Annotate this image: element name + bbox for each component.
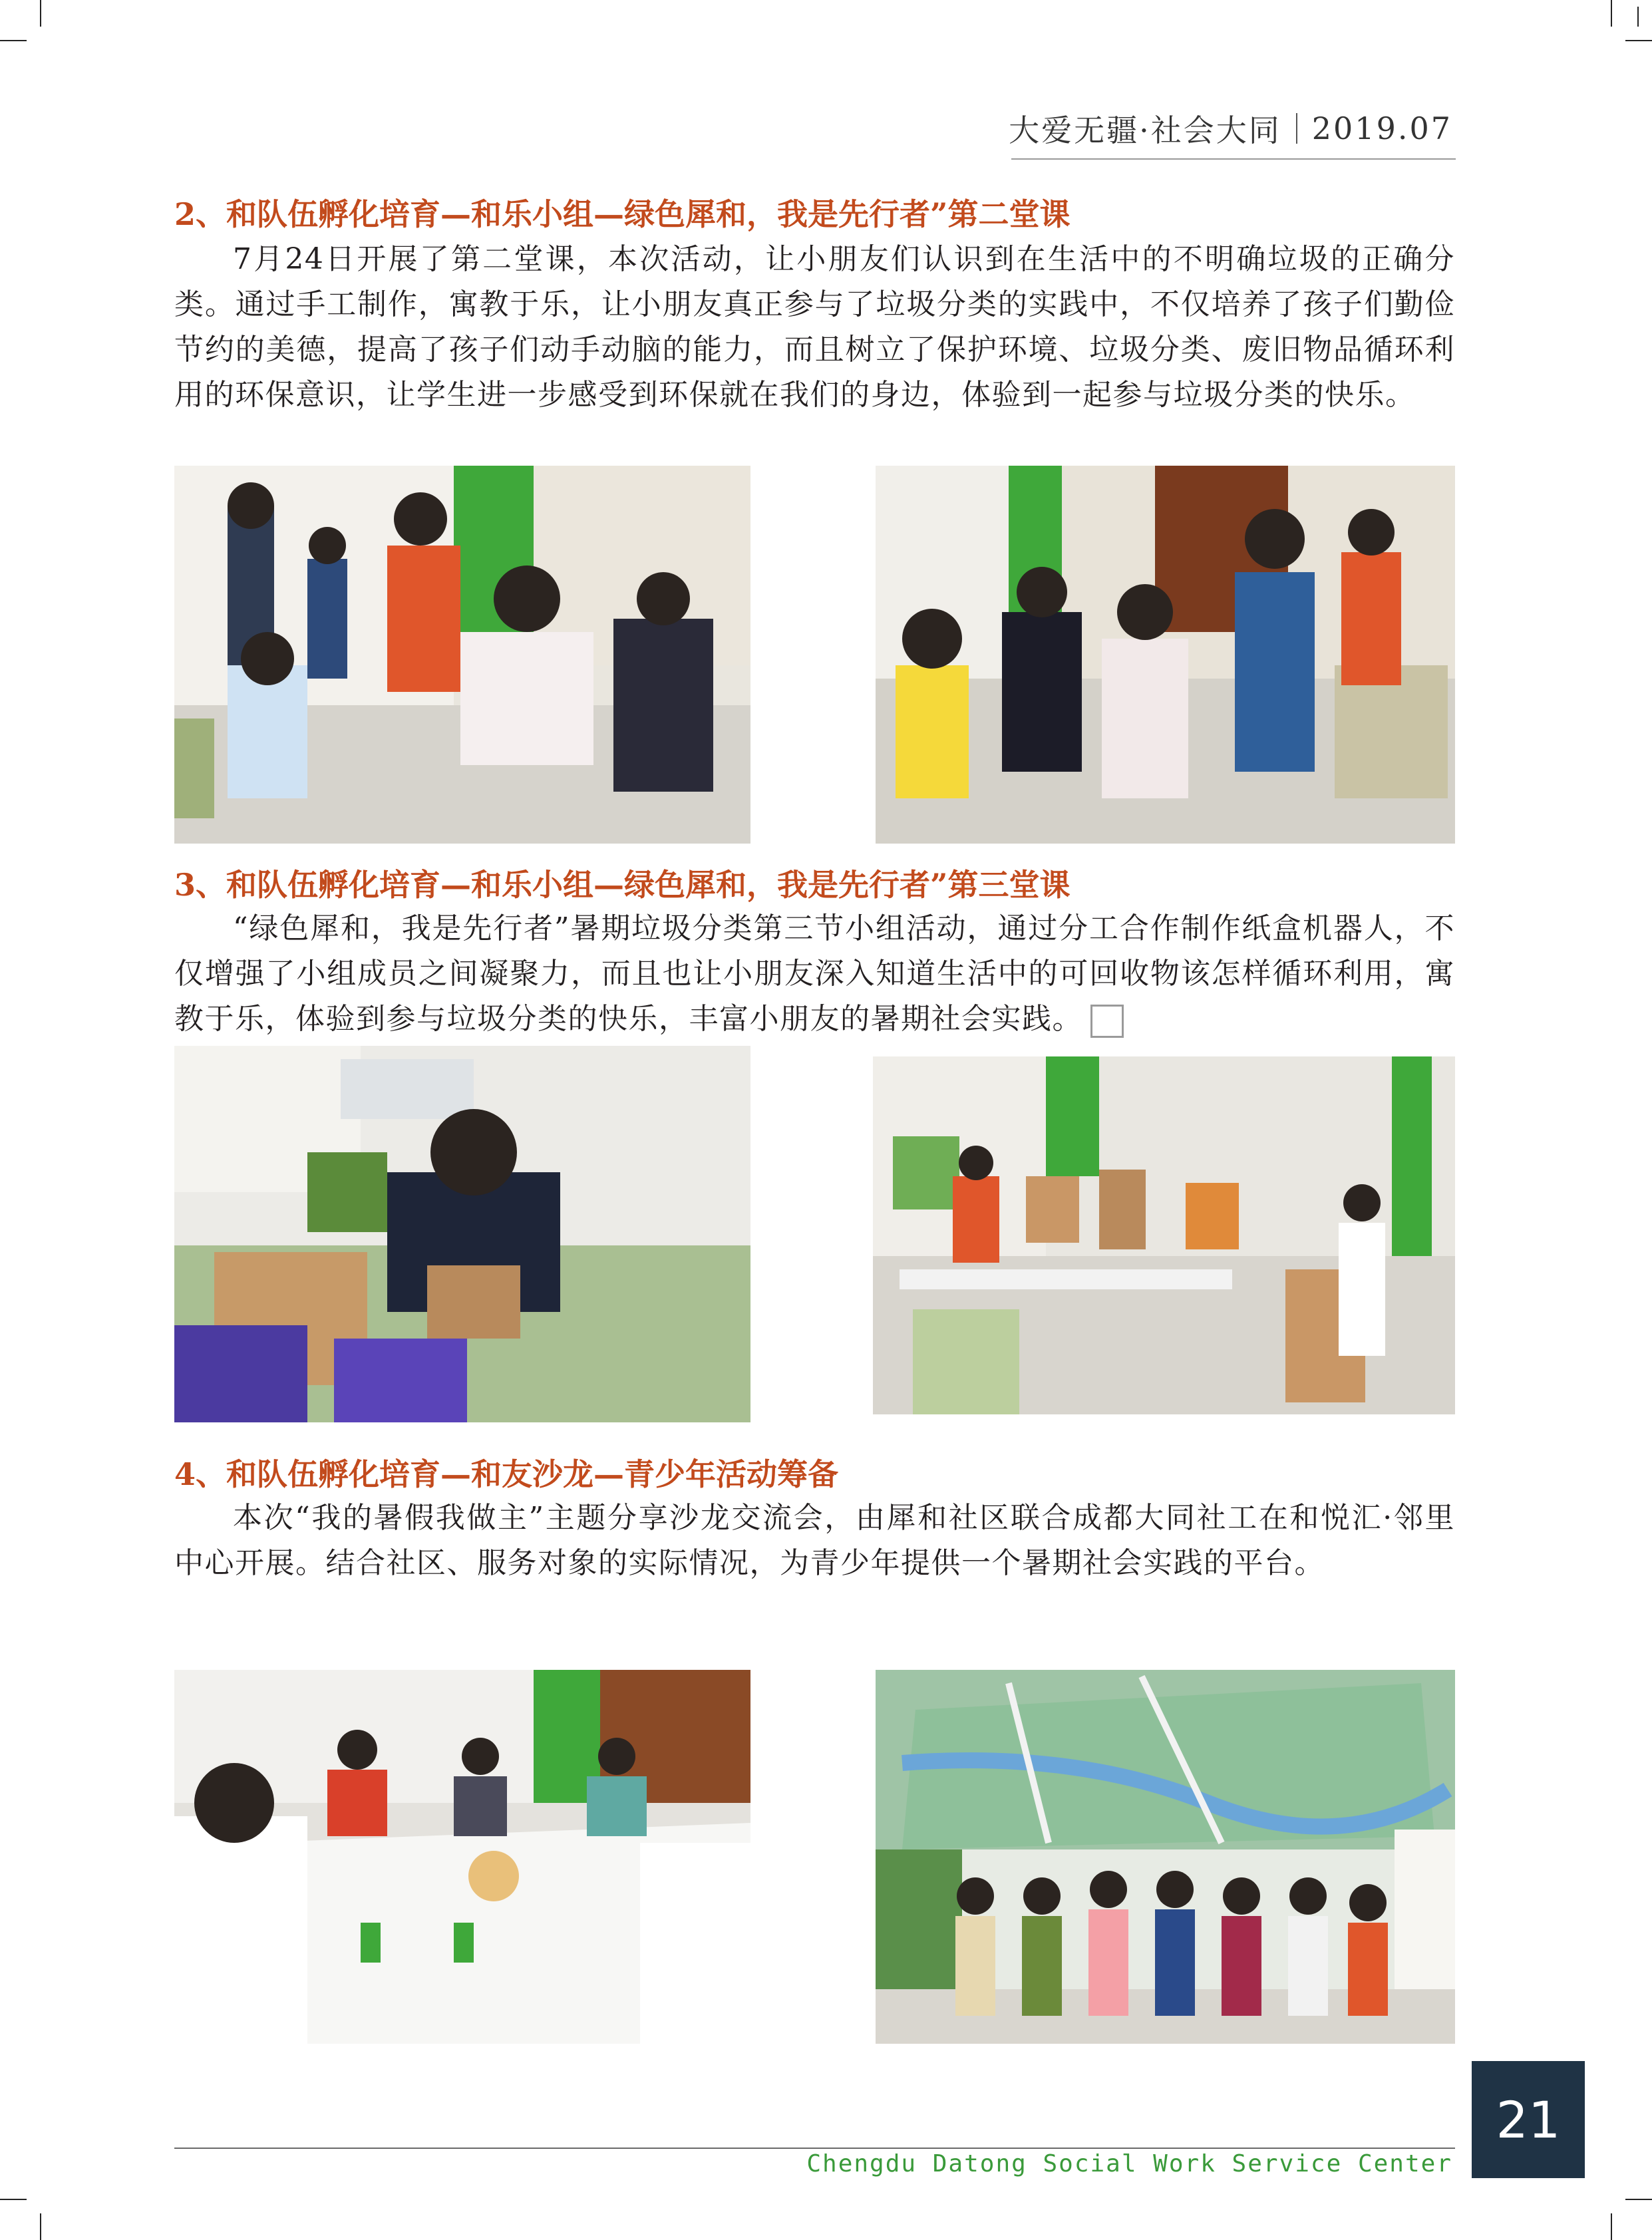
section-2-title: 2、和队伍孵化培育—和乐小组—绿色犀和，我是先行者”第二堂课 (174, 196, 1071, 232)
crop-mark (1611, 0, 1612, 27)
section-3-body (174, 906, 1455, 1042)
crop-mark (0, 40, 27, 41)
running-header (1009, 106, 1452, 150)
paragraph (174, 906, 1455, 1042)
section-4-body (174, 1496, 1455, 1586)
page-number-box (1472, 2061, 1585, 2178)
crop-mark (1637, 7, 1639, 27)
crop-mark (0, 2199, 27, 2200)
crop-mark (40, 0, 41, 27)
photo-boy-taping-box (174, 1046, 750, 1422)
section-3-title: 3、和队伍孵化培育—和乐小组—绿色犀和，我是先行者”第三堂课 (174, 867, 1071, 903)
page-number: 21 (1496, 2090, 1561, 2150)
header-date: 2019.07 (1311, 110, 1452, 146)
footer-rule (174, 2148, 1455, 2149)
empty-box-icon (1090, 1005, 1124, 1038)
crop-mark (1625, 40, 1652, 41)
crop-mark (40, 2213, 41, 2240)
section-4-title: 4、和队伍孵化培育—和友沙龙—青少年活动筹备 (174, 1456, 839, 1492)
paragraph-text: “绿色犀和，我是先行者”暑期垃圾分类第三节小组活动，通过分工合作制作纸盒机器人，不仅增强了小组成员之间凝聚力，而且也让小朋友深入知道生活中的可回收物该怎样循环利用，寓教于乐，体验到参与垃圾分类的快乐，丰富小朋友的暑期社会实践。 (174, 911, 1455, 1036)
section-2-body (174, 237, 1455, 418)
header-divider (1296, 113, 1297, 144)
photo-salon-meeting (174, 1670, 750, 2044)
photo-robots-group (873, 1056, 1455, 1414)
photo-group-map-wall (876, 1670, 1455, 2044)
crop-mark (1625, 2199, 1652, 2200)
paragraph: 本次“我的暑假我做主”主题分享沙龙交流会，由犀和社区联合成都大同社工在和悦汇·邻里中心开展。结合社区、服务对象的实际情况，为青少年提供一个暑期社会实践的平台。 (174, 1501, 1455, 1580)
photo-kids-circle-game (174, 466, 750, 844)
photo-kids-group-volunteer (876, 466, 1455, 844)
footer-org-name: Chengdu Datong Social Work Service Center (806, 2150, 1452, 2177)
header-title: 大爱无疆·社会大同 (1009, 112, 1281, 148)
paragraph: 7月24日开展了第二堂课，本次活动，让小朋友们认识到在生活中的不明确垃圾的正确分类。通过手工制作，寓教于乐，让小朋友真正参与了垃圾分类的实践中，不仅培养了孩子们勤俭节约的美德，提高了孩子们动手动脑的能力，而且树立了保护环境、垃圾分类、废旧物品循环利用的环保意识，让学生进一步感受到环保就在我们的身边，体验到一起参与垃圾分类的快乐。 (174, 242, 1455, 412)
header-rule (1011, 158, 1456, 160)
crop-mark (1611, 2213, 1612, 2240)
